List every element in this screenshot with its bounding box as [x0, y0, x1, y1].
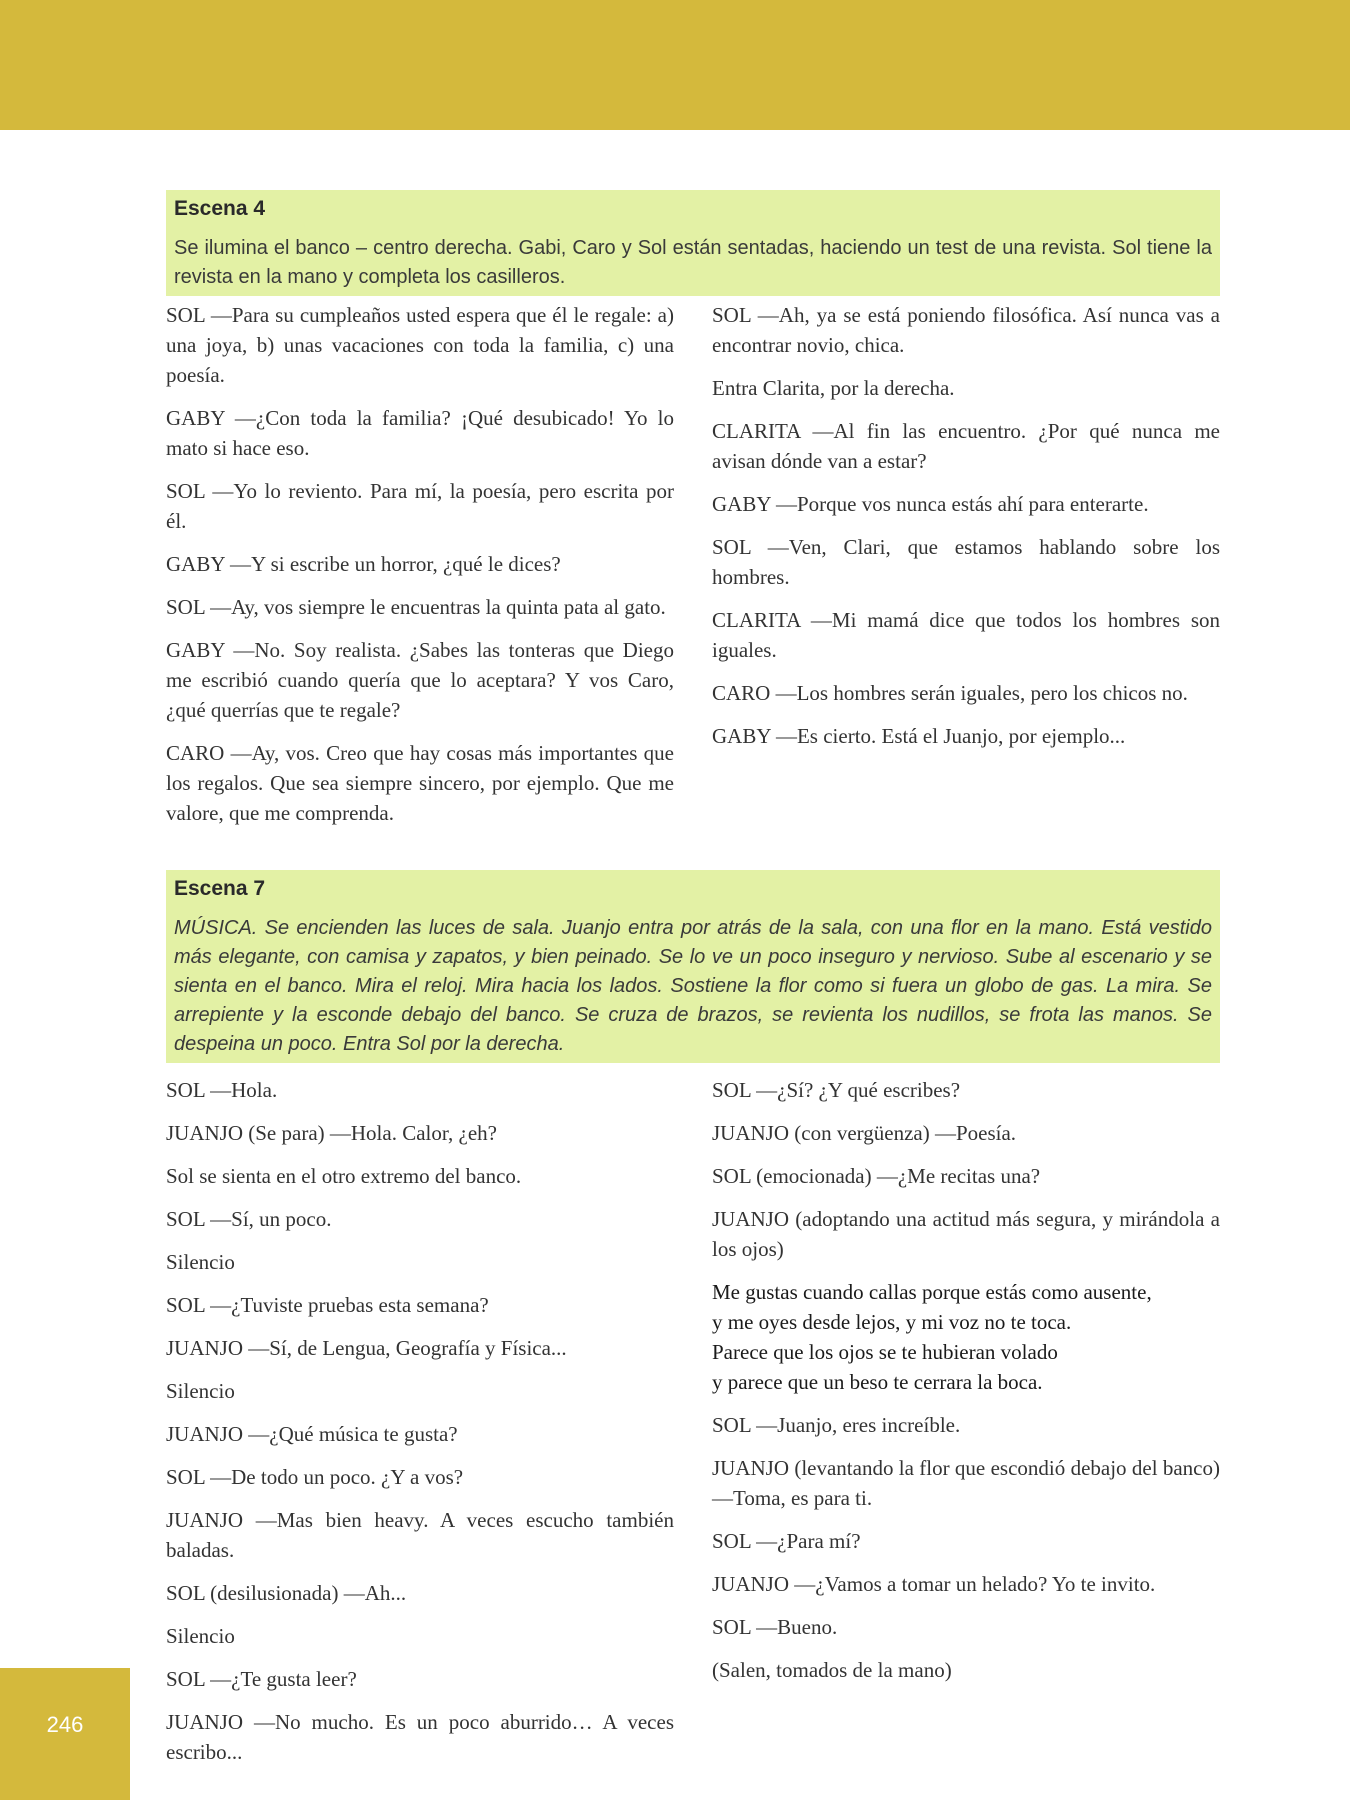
- dialogue-line: JUANJO —No mucho. Es un poco aburrido… A veces escribo...: [166, 1710, 674, 1764]
- dialogue-line: GABY —¿Con toda la familia? ¡Qué desubicado! Yo lo mato si hace eso.: [166, 406, 674, 460]
- dialogue-line: SOL —¿Te gusta leer?: [166, 1667, 357, 1691]
- dialogue-line: SOL —¿Tuviste pruebas esta semana?: [166, 1293, 489, 1317]
- dialogue-line: SOL —Hola.: [166, 1078, 278, 1102]
- dialogue-line: SOL —Juanjo, eres increíble.: [712, 1413, 961, 1437]
- poem-line: Me gustas cuando callas porque estás como ausente,: [712, 1280, 1152, 1304]
- scene-4-title: Escena 4: [174, 197, 266, 220]
- dialogue-line: GABY —Porque vos nunca estás ahí para enterarte.: [712, 492, 1149, 516]
- scene-7-stage-direction: MÚSICA. Se encienden las luces de sala. Juanjo entra por atrás de la sala, con una flor en la mano. Está vestido más elegante, con camisa y zapatos, y bien peinado. Se lo ve un poco inseguro y nervioso. Sube al escenario y se sienta en el banco. Mira el reloj. Mira hacia los lados. Sostiene la flor como si fuera un globo de gas. La mira. Se arrepiente y la esconde debajo del banco. Se cruza de brazos, se revienta los nudillos, se frota las manos. Se despeina un poco. Entra Sol por la derecha.: [174, 917, 1212, 1055]
- dialogue-line: SOL —Ven, Clari, que estamos hablando sobre los hombres.: [712, 535, 1220, 589]
- scene-4-box: [166, 190, 1220, 296]
- dialogue-line: SOL —¿Para mí?: [712, 1529, 861, 1553]
- dialogue-line: SOL (emocionada) —¿Me recitas una?: [712, 1164, 1041, 1188]
- dialogue-line: SOL (desilusionada) —Ah...: [166, 1581, 407, 1605]
- dialogue-line: CARO —Ay, vos. Creo que hay cosas más importantes que los regalos. Que sea siempre sincero, por ejemplo. Que me valore, que me comprenda.: [166, 741, 674, 825]
- scene-4-right-column: [712, 300, 1220, 764]
- poem-block: [712, 1277, 1220, 1397]
- poem-line: Parece que los ojos se te hubieran volado: [712, 1340, 1058, 1364]
- dialogue-line: JUANJO —Sí, de Lengua, Geografía y Física...: [166, 1336, 567, 1360]
- top-color-band: [0, 0, 1350, 130]
- dialogue-line: SOL —Bueno.: [712, 1615, 838, 1639]
- poem-line: y parece que un beso te cerrara la boca.: [712, 1370, 1043, 1394]
- dialogue-line: JUANJO (Se para) —Hola. Calor, ¿eh?: [166, 1121, 497, 1145]
- stage-direction-line: Silencio: [166, 1379, 235, 1403]
- dialogue-line: JUANJO (levantando la flor que escondió debajo del banco) —Toma, es para ti.: [712, 1456, 1220, 1510]
- dialogue-line: CARO —Los hombres serán iguales, pero los chicos no.: [712, 681, 1188, 705]
- dialogue-line: GABY —No. Soy realista. ¿Sabes las tonteras que Diego me escribió cuando quería que lo aceptara? Y vos Caro, ¿qué querrías que te regale?: [166, 638, 674, 722]
- dialogue-line: JUANJO (adoptando una actitud más segura, y mirándola a los ojos): [712, 1207, 1220, 1261]
- scene-7-right-column: [712, 1075, 1220, 1698]
- stage-direction-line: Silencio: [166, 1250, 235, 1274]
- scene-7-title: Escena 7: [174, 877, 266, 900]
- dialogue-line: SOL —Ah, ya se está poniendo filosófica. Así nunca vas a encontrar novio, chica.: [712, 303, 1220, 357]
- dialogue-line: SOL —Yo lo reviento. Para mí, la poesía, pero escrita por él.: [166, 479, 674, 533]
- dialogue-line: JUANJO —Mas bien heavy. A veces escucho también baladas.: [166, 1508, 674, 1562]
- dialogue-line: JUANJO (con vergüenza) —Poesía.: [712, 1121, 1017, 1145]
- stage-direction-line: Silencio: [166, 1624, 235, 1648]
- stage-direction-line: Entra Clarita, por la derecha.: [712, 376, 955, 400]
- dialogue-line: GABY —Es cierto. Está el Juanjo, por ejemplo...: [712, 724, 1126, 748]
- dialogue-line: SOL —Sí, un poco.: [166, 1207, 332, 1231]
- scene-4-left-column: [166, 300, 674, 841]
- dialogue-line: CLARITA —Mi mamá dice que todos los hombres son iguales.: [712, 608, 1220, 662]
- scene-4-stage-direction: Se ilumina el banco – centro derecha. Gabi, Caro y Sol están sentadas, haciendo un test de una revista. Sol tiene la revista en la mano y completa los casilleros.: [174, 237, 1212, 288]
- poem-line: y me oyes desde lejos, y mi voz no te toca.: [712, 1310, 1072, 1334]
- dialogue-line: GABY —Y si escribe un horror, ¿qué le dices?: [166, 552, 561, 576]
- stage-direction-line: (Salen, tomados de la mano): [712, 1658, 952, 1682]
- scene-7-left-column: [166, 1075, 674, 1780]
- stage-direction-line: Sol se sienta en el otro extremo del banco.: [166, 1164, 522, 1188]
- scene-7-box: [166, 870, 1220, 1063]
- dialogue-line: CLARITA —Al fin las encuentro. ¿Por qué nunca me avisan dónde van a estar?: [712, 419, 1220, 473]
- dialogue-line: SOL —Para su cumpleaños usted espera que él le regale: a) una joya, b) unas vacaciones con toda la familia, c) una poesía.: [166, 303, 674, 387]
- dialogue-line: SOL —De todo un poco. ¿Y a vos?: [166, 1465, 464, 1489]
- dialogue-line: JUANJO —¿Vamos a tomar un helado? Yo te invito.: [712, 1572, 1156, 1596]
- dialogue-line: JUANJO —¿Qué música te gusta?: [166, 1422, 458, 1446]
- dialogue-line: SOL —¿Sí? ¿Y qué escribes?: [712, 1078, 961, 1102]
- dialogue-line: SOL —Ay, vos siempre le encuentras la quinta pata al gato.: [166, 595, 666, 619]
- page-number: 246: [46, 1712, 84, 1737]
